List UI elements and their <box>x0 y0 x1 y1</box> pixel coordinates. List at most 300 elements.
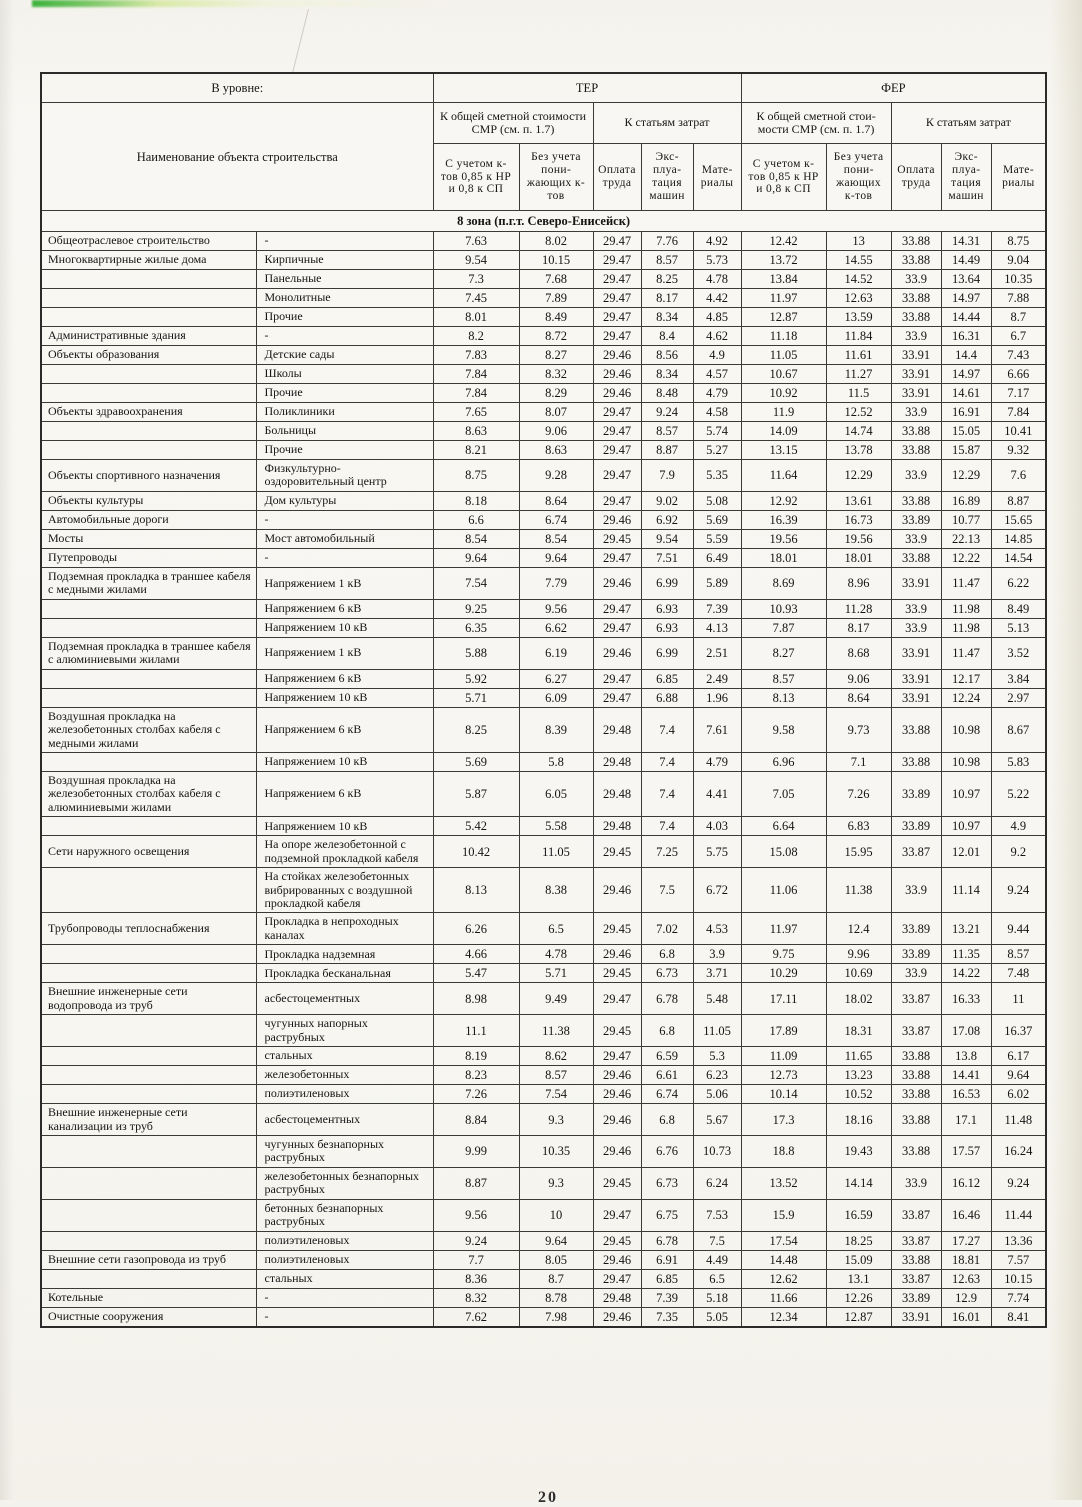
table-row <box>41 1066 1046 1085</box>
cell-ter-value: 29.46 <box>593 384 641 403</box>
cell-ter-value: 29.47 <box>593 669 641 688</box>
cell-fer-value: 12.9 <box>941 1288 991 1307</box>
cell-object-name: Котельные <box>41 1288 256 1307</box>
cell-object-type: Напряжением 6 кВ <box>256 707 433 752</box>
cell-object-type: Напряжением 10 кВ <box>256 817 433 836</box>
cell-fer-value: 16.33 <box>941 983 991 1015</box>
cell-fer-value: 11.64 <box>741 460 826 492</box>
cell-fer-value: 10.93 <box>741 599 826 618</box>
cell-fer-value: 33.9 <box>891 868 941 913</box>
cell-fer-value: 13.52 <box>741 1167 826 1199</box>
cell-fer-value: 33.91 <box>891 346 941 365</box>
cell-fer-value: 14.54 <box>991 548 1046 567</box>
cell-fer-value: 10.77 <box>941 510 991 529</box>
cell-fer-value: 7.1 <box>826 752 891 771</box>
coefficients-table-sheet <box>40 72 1047 1328</box>
cell-object-name <box>41 868 256 913</box>
cell-fer-value: 14.4 <box>941 346 991 365</box>
cell-fer-value: 9.44 <box>991 913 1046 945</box>
cell-ter-value: 29.45 <box>593 836 641 868</box>
cell-ter-value: 6.8 <box>641 1015 693 1047</box>
cell-ter-value: 8.78 <box>519 1288 593 1307</box>
cell-ter-value: 29.46 <box>593 1135 641 1167</box>
cell-ter-value: 29.46 <box>593 1307 641 1327</box>
cell-fer-value: 12.92 <box>741 491 826 510</box>
cell-fer-value: 11.06 <box>741 868 826 913</box>
cell-ter-value: 4.78 <box>519 945 593 964</box>
cell-fer-value: 11.38 <box>826 868 891 913</box>
cell-ter-value: 29.48 <box>593 752 641 771</box>
table-row <box>41 1047 1046 1066</box>
cell-object-name <box>41 1269 256 1288</box>
cell-fer-value: 33.91 <box>891 365 941 384</box>
cell-fer-value: 33.91 <box>891 688 941 707</box>
cell-ter-value: 5.35 <box>693 460 741 492</box>
cell-ter-value: 6.19 <box>519 637 593 669</box>
zone-header-row <box>41 211 1046 232</box>
fer-machines-header: Эксплуатация машин <box>941 144 991 211</box>
cell-object-name: Объекты спортивного назначения <box>41 460 256 492</box>
cell-ter-value: 8.56 <box>641 346 693 365</box>
cell-fer-value: 11.66 <box>741 1288 826 1307</box>
cell-fer-value: 13.21 <box>941 913 991 945</box>
cell-ter-value: 7.84 <box>433 365 519 384</box>
cell-object-name <box>41 618 256 637</box>
cell-object-type: полиэтиленовых <box>256 1250 433 1269</box>
cell-fer-value: 7.88 <box>991 289 1046 308</box>
cell-ter-value: 6.74 <box>519 510 593 529</box>
cell-fer-value: 33.88 <box>891 441 941 460</box>
cell-ter-value: 5.48 <box>693 983 741 1015</box>
cell-ter-value: 3.9 <box>693 945 741 964</box>
cell-object-name <box>41 422 256 441</box>
fer-labor-header: Оплата труда <box>891 144 941 211</box>
cell-ter-value: 7.35 <box>641 1307 693 1327</box>
cell-ter-value: 6.27 <box>519 669 593 688</box>
cell-object-type: асбестоцементных <box>256 1104 433 1136</box>
cell-fer-value: 12.4 <box>826 913 891 945</box>
cell-ter-value: 5.69 <box>433 752 519 771</box>
cell-fer-value: 14.97 <box>941 365 991 384</box>
cell-ter-value: 9.02 <box>641 491 693 510</box>
cell-ter-value: 7.63 <box>433 232 519 251</box>
cell-ter-value: 8.23 <box>433 1066 519 1085</box>
cell-ter-value: 9.54 <box>433 251 519 270</box>
cell-object-type: Напряжением 1 кВ <box>256 567 433 599</box>
cell-ter-value: 5.42 <box>433 817 519 836</box>
cell-ter-value: 8.21 <box>433 441 519 460</box>
cell-ter-value: 9.24 <box>433 1231 519 1250</box>
table-row <box>41 510 1046 529</box>
section-title-ter: ТЕР <box>433 73 741 103</box>
cell-ter-value: 5.88 <box>433 637 519 669</box>
cell-fer-value: 33.87 <box>891 1015 941 1047</box>
cell-fer-value: 9.58 <box>741 707 826 752</box>
cell-ter-value: 9.3 <box>519 1104 593 1136</box>
cell-fer-value: 14.22 <box>941 964 991 983</box>
cell-ter-value: 4.85 <box>693 308 741 327</box>
cell-ter-value: 8.02 <box>519 232 593 251</box>
table-row <box>41 1085 1046 1104</box>
cell-ter-value: 6.73 <box>641 1167 693 1199</box>
cell-ter-value: 4.49 <box>693 1250 741 1269</box>
cell-ter-value: 29.47 <box>593 1269 641 1288</box>
cell-ter-value: 9.24 <box>641 403 693 422</box>
cell-ter-value: 9.49 <box>519 983 593 1015</box>
cell-ter-value: 29.45 <box>593 1231 641 1250</box>
cell-fer-value: 13 <box>826 232 891 251</box>
cell-fer-value: 10.41 <box>991 422 1046 441</box>
cell-ter-value: 5.87 <box>433 771 519 816</box>
cell-fer-value: 33.88 <box>891 1104 941 1136</box>
cell-ter-value: 29.46 <box>593 346 641 365</box>
cell-fer-value: 9.73 <box>826 707 891 752</box>
cell-ter-value: 7.45 <box>433 289 519 308</box>
cell-fer-value: 9.24 <box>991 868 1046 913</box>
cell-object-type: Детские сады <box>256 346 433 365</box>
cell-fer-value: 14.74 <box>826 422 891 441</box>
cell-fer-value: 10.69 <box>826 964 891 983</box>
cell-ter-value: 29.47 <box>593 308 641 327</box>
cell-fer-value: 18.81 <box>941 1250 991 1269</box>
table-row <box>41 817 1046 836</box>
cell-fer-value: 11.18 <box>741 327 826 346</box>
cell-fer-value: 12.29 <box>941 460 991 492</box>
cell-fer-value: 11.09 <box>741 1047 826 1066</box>
cell-fer-value: 14.97 <box>941 289 991 308</box>
cell-fer-value: 10.92 <box>741 384 826 403</box>
cell-fer-value: 12.73 <box>741 1066 826 1085</box>
cell-ter-value: 6.99 <box>641 637 693 669</box>
cell-ter-value: 4.42 <box>693 289 741 308</box>
cell-ter-value: 8.48 <box>641 384 693 403</box>
ter-materials-header: Материалы <box>693 144 741 211</box>
cell-fer-value: 3.52 <box>991 637 1046 669</box>
cell-fer-value: 16.12 <box>941 1167 991 1199</box>
section-title-fer: ФЕР <box>741 73 1046 103</box>
table-row <box>41 669 1046 688</box>
cell-ter-value: 11.05 <box>693 1015 741 1047</box>
cell-ter-value: 8.36 <box>433 1269 519 1288</box>
table-row <box>41 365 1046 384</box>
cell-fer-value: 33.88 <box>891 422 941 441</box>
table-row <box>41 1269 1046 1288</box>
cell-fer-value: 17.3 <box>741 1104 826 1136</box>
table-row <box>41 422 1046 441</box>
cell-fer-value: 12.29 <box>826 460 891 492</box>
table-body <box>41 211 1046 1327</box>
cell-ter-value: 8.05 <box>519 1250 593 1269</box>
cell-fer-value: 33.9 <box>891 403 941 422</box>
table-row <box>41 403 1046 422</box>
cell-object-name <box>41 441 256 460</box>
cell-fer-value: 11.27 <box>826 365 891 384</box>
cell-fer-value: 9.64 <box>991 1066 1046 1085</box>
ter-with-coef-header: С учетом к-тов 0,85 к НР и 0,8 к СП <box>433 144 519 211</box>
cell-fer-value: 33.88 <box>891 1250 941 1269</box>
cell-fer-value: 33.88 <box>891 491 941 510</box>
cell-object-type: - <box>256 510 433 529</box>
coefficients-table <box>40 72 1047 1328</box>
cell-ter-value: 7.7 <box>433 1250 519 1269</box>
cell-fer-value: 11.47 <box>941 567 991 599</box>
cell-fer-value: 16.59 <box>826 1199 891 1231</box>
cell-fer-value: 5.22 <box>991 771 1046 816</box>
cell-ter-value: 8.54 <box>433 529 519 548</box>
cell-fer-value: 17.54 <box>741 1231 826 1250</box>
cell-fer-value: 3.84 <box>991 669 1046 688</box>
cell-ter-value: 29.46 <box>593 510 641 529</box>
cell-object-type: Кирпичные <box>256 251 433 270</box>
cell-ter-value: 6.73 <box>641 964 693 983</box>
cell-ter-value: 7.76 <box>641 232 693 251</box>
cell-ter-value: 8.19 <box>433 1047 519 1066</box>
cell-ter-value: 6.49 <box>693 548 741 567</box>
cell-object-type: Напряжением 10 кВ <box>256 688 433 707</box>
cell-ter-value: 6.5 <box>519 913 593 945</box>
cell-fer-value: 12.63 <box>826 289 891 308</box>
cell-fer-value: 33.89 <box>891 771 941 816</box>
cell-fer-value: 8.17 <box>826 618 891 637</box>
cell-fer-value: 14.44 <box>941 308 991 327</box>
cell-ter-value: 8.32 <box>519 365 593 384</box>
cell-ter-value: 29.46 <box>593 567 641 599</box>
cell-fer-value: 16.46 <box>941 1199 991 1231</box>
cell-ter-value: 6.8 <box>641 1104 693 1136</box>
cell-fer-value: 16.73 <box>826 510 891 529</box>
cell-ter-value: 29.45 <box>593 1015 641 1047</box>
cell-ter-value: 7.84 <box>433 384 519 403</box>
cell-object-type: - <box>256 1307 433 1327</box>
cell-ter-value: 6.05 <box>519 771 593 816</box>
cell-ter-value: 5.74 <box>693 422 741 441</box>
table-row <box>41 289 1046 308</box>
cell-fer-value: 12.52 <box>826 403 891 422</box>
cell-fer-value: 7.48 <box>991 964 1046 983</box>
table-row <box>41 836 1046 868</box>
cell-ter-value: 8.63 <box>433 422 519 441</box>
cell-object-type: стальных <box>256 1269 433 1288</box>
cell-fer-value: 19.43 <box>826 1135 891 1167</box>
cell-fer-value: 33.9 <box>891 270 941 289</box>
cell-fer-value: 33.89 <box>891 510 941 529</box>
table-row <box>41 1135 1046 1167</box>
table-row <box>41 1104 1046 1136</box>
cell-ter-value: 8.84 <box>433 1104 519 1136</box>
cell-ter-value: 10.73 <box>693 1135 741 1167</box>
cell-fer-value: 18.16 <box>826 1104 891 1136</box>
cell-fer-value: 12.87 <box>826 1307 891 1327</box>
cell-ter-value: 2.51 <box>693 637 741 669</box>
cell-ter-value: 7.65 <box>433 403 519 422</box>
cell-ter-value: 6.26 <box>433 913 519 945</box>
cell-fer-value: 10.97 <box>941 817 991 836</box>
scan-right-edge-shadow <box>1048 0 1082 1500</box>
cell-ter-value: 29.46 <box>593 1250 641 1269</box>
cell-fer-value: 33.89 <box>891 945 941 964</box>
cell-fer-value: 14.14 <box>826 1167 891 1199</box>
cell-ter-value: 9.64 <box>433 548 519 567</box>
cell-fer-value: 12.01 <box>941 836 991 868</box>
table-row <box>41 251 1046 270</box>
cell-fer-value: 8.27 <box>741 637 826 669</box>
cell-fer-value: 7.74 <box>991 1288 1046 1307</box>
cell-fer-value: 33.9 <box>891 327 941 346</box>
cell-fer-value: 14.31 <box>941 232 991 251</box>
cell-ter-value: 4.41 <box>693 771 741 816</box>
cell-ter-value: 7.39 <box>641 1288 693 1307</box>
cell-fer-value: 13.8 <box>941 1047 991 1066</box>
cell-fer-value: 6.17 <box>991 1047 1046 1066</box>
cell-fer-value: 8.64 <box>826 688 891 707</box>
cell-ter-value: 10.42 <box>433 836 519 868</box>
cell-fer-value: 18.8 <box>741 1135 826 1167</box>
cell-fer-value: 11.48 <box>991 1104 1046 1136</box>
cell-fer-value: 33.89 <box>891 913 941 945</box>
cell-fer-value: 10.52 <box>826 1085 891 1104</box>
cell-ter-value: 5.27 <box>693 441 741 460</box>
cell-object-name: Трубопроводы теплоснабжения <box>41 913 256 945</box>
cell-ter-value: 4.57 <box>693 365 741 384</box>
cell-fer-value: 14.09 <box>741 422 826 441</box>
cell-object-name <box>41 817 256 836</box>
cell-fer-value: 11.61 <box>826 346 891 365</box>
table-row <box>41 1250 1046 1269</box>
cell-object-type: На опоре железобетонной с подземной прокладкой кабеля <box>256 836 433 868</box>
cell-ter-value: 5.67 <box>693 1104 741 1136</box>
cell-fer-value: 33.9 <box>891 529 941 548</box>
cell-object-type: Мост автомобильный <box>256 529 433 548</box>
cell-object-name: Сети наружного освещения <box>41 836 256 868</box>
cell-ter-value: 5.06 <box>693 1085 741 1104</box>
cell-ter-value: 7.61 <box>693 707 741 752</box>
cell-fer-value: 33.88 <box>891 707 941 752</box>
scan-crease-line <box>292 9 309 73</box>
cell-object-name <box>41 1199 256 1231</box>
cell-ter-value: 7.79 <box>519 567 593 599</box>
cell-ter-value: 7.62 <box>433 1307 519 1327</box>
cell-ter-value: 4.66 <box>433 945 519 964</box>
cell-ter-value: 4.13 <box>693 618 741 637</box>
cell-ter-value: 8.32 <box>433 1288 519 1307</box>
cell-object-name <box>41 384 256 403</box>
cell-fer-value: 33.89 <box>891 817 941 836</box>
cell-fer-value: 14.48 <box>741 1250 826 1269</box>
cell-ter-value: 9.3 <box>519 1167 593 1199</box>
cell-object-name <box>41 1167 256 1199</box>
table-row <box>41 913 1046 945</box>
cell-ter-value: 4.62 <box>693 327 741 346</box>
cell-ter-value: 7.83 <box>433 346 519 365</box>
cell-fer-value: 11.9 <box>741 403 826 422</box>
cell-ter-value: 8.34 <box>641 365 693 384</box>
cell-fer-value: 33.91 <box>891 384 941 403</box>
table-row <box>41 308 1046 327</box>
cell-object-type: Поликлиники <box>256 403 433 422</box>
table-row <box>41 983 1046 1015</box>
cell-ter-value: 29.47 <box>593 1199 641 1231</box>
cell-ter-value: 8.63 <box>519 441 593 460</box>
cell-ter-value: 9.99 <box>433 1135 519 1167</box>
cell-ter-value: 8.72 <box>519 327 593 346</box>
cell-ter-value: 10.15 <box>519 251 593 270</box>
cell-ter-value: 9.64 <box>519 1231 593 1250</box>
cell-fer-value: 9.75 <box>741 945 826 964</box>
cell-fer-value: 11.28 <box>826 599 891 618</box>
cell-ter-value: 7.54 <box>519 1085 593 1104</box>
fer-cost-items-header: К статьям затрат <box>891 103 1046 144</box>
cell-ter-value: 29.47 <box>593 327 641 346</box>
cell-ter-value: 5.58 <box>519 817 593 836</box>
cell-object-name: Общеотраслевое строительство <box>41 232 256 251</box>
cell-ter-value: 7.02 <box>641 913 693 945</box>
cell-ter-value: 9.56 <box>519 599 593 618</box>
cell-ter-value: 6.35 <box>433 618 519 637</box>
cell-fer-value: 10.15 <box>991 1269 1046 1288</box>
cell-ter-value: 8.25 <box>641 270 693 289</box>
cell-object-type: стальных <box>256 1047 433 1066</box>
table-row <box>41 529 1046 548</box>
cell-fer-value: 11.14 <box>941 868 991 913</box>
cell-object-name: Объекты культуры <box>41 491 256 510</box>
cell-ter-value: 8.01 <box>433 308 519 327</box>
cell-fer-value: 7.26 <box>826 771 891 816</box>
cell-ter-value: 6.23 <box>693 1066 741 1085</box>
cell-ter-value: 8.25 <box>433 707 519 752</box>
cell-fer-value: 13.61 <box>826 491 891 510</box>
header-row-sections <box>41 73 1046 103</box>
cell-object-name: Подземная прокладка в траншее кабеля с медными жилами <box>41 567 256 599</box>
table-row <box>41 270 1046 289</box>
cell-object-name <box>41 1047 256 1066</box>
cell-ter-value: 8.18 <box>433 491 519 510</box>
cell-fer-value: 33.88 <box>891 752 941 771</box>
cell-fer-value: 33.9 <box>891 1167 941 1199</box>
cell-fer-value: 5.83 <box>991 752 1046 771</box>
cell-object-name: Внешние сети газопровода из труб <box>41 1250 256 1269</box>
cell-fer-value: 6.96 <box>741 752 826 771</box>
cell-fer-value: 7.84 <box>991 403 1046 422</box>
cell-ter-value: 2.49 <box>693 669 741 688</box>
ter-labor-header: Оплата труда <box>593 144 641 211</box>
cell-fer-value: 13.23 <box>826 1066 891 1085</box>
cell-ter-value: 29.47 <box>593 270 641 289</box>
cell-ter-value: 29.45 <box>593 964 641 983</box>
cell-object-type: полиэтиленовых <box>256 1231 433 1250</box>
cell-ter-value: 7.4 <box>641 771 693 816</box>
cell-object-type: - <box>256 327 433 346</box>
cell-ter-value: 6.62 <box>519 618 593 637</box>
table-row <box>41 1307 1046 1327</box>
cell-fer-value: 9.96 <box>826 945 891 964</box>
table-row <box>41 688 1046 707</box>
table-row <box>41 232 1046 251</box>
cell-fer-value: 10.98 <box>941 707 991 752</box>
cell-fer-value: 14.41 <box>941 1066 991 1085</box>
cell-fer-value: 6.66 <box>991 365 1046 384</box>
cell-fer-value: 5.13 <box>991 618 1046 637</box>
cell-object-type: Прочие <box>256 384 433 403</box>
cell-object-type: Панельные <box>256 270 433 289</box>
table-row <box>41 1288 1046 1307</box>
cell-object-type: Напряжением 10 кВ <box>256 618 433 637</box>
cell-fer-value: 33.89 <box>891 1288 941 1307</box>
cell-object-name: Очистные сооружения <box>41 1307 256 1327</box>
cell-fer-value: 14.52 <box>826 270 891 289</box>
cell-fer-value: 7.17 <box>991 384 1046 403</box>
cell-object-type: Напряжением 10 кВ <box>256 752 433 771</box>
table-row <box>41 707 1046 752</box>
